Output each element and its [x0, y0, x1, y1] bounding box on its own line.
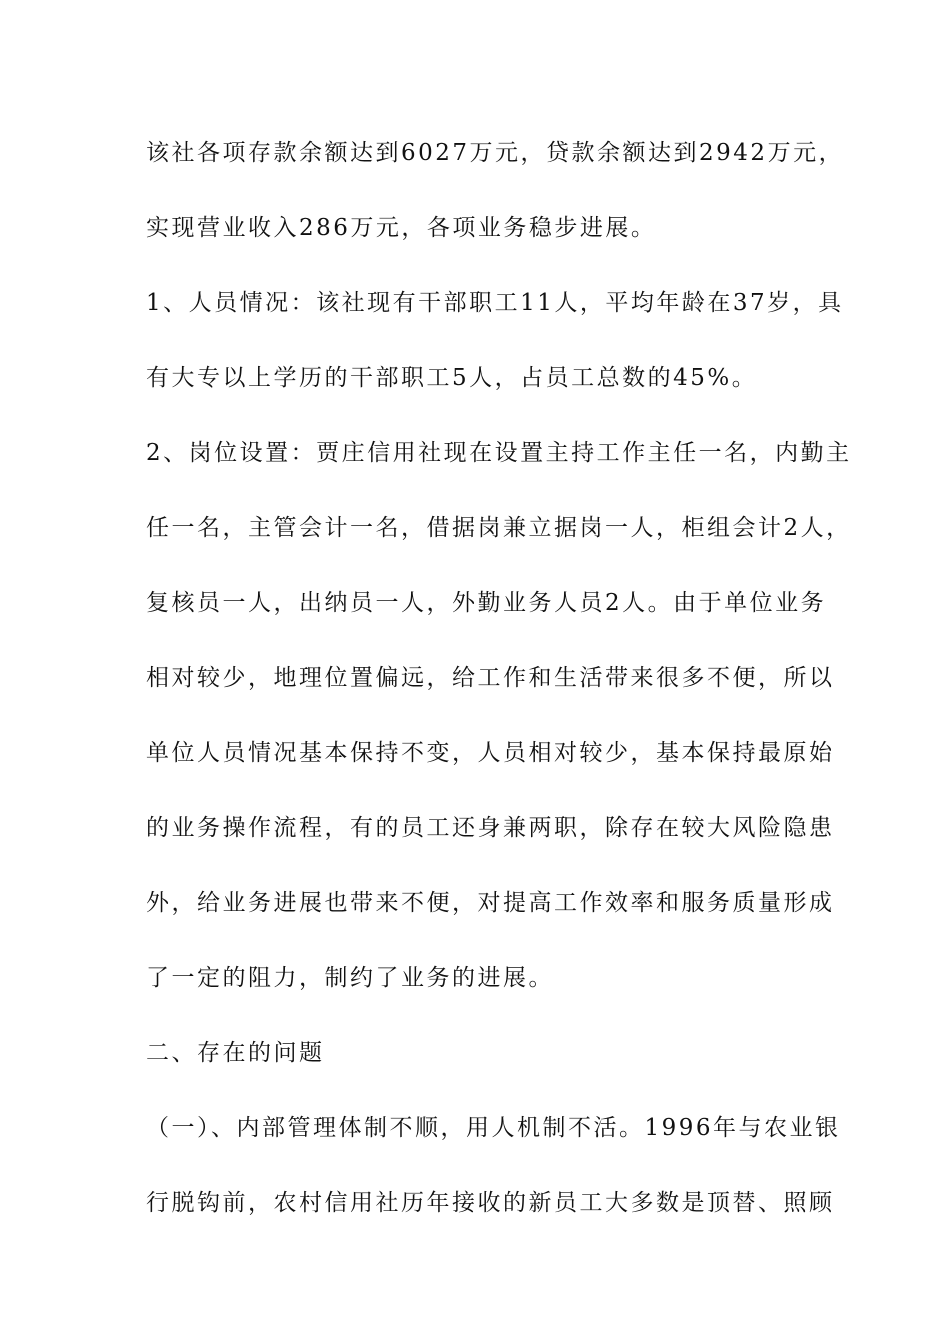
paragraph-line: 有大专以上学历的干部职工5人，占员工总数的45%。: [146, 365, 758, 391]
paragraph-line: 外，给业务进展也带来不便，对提高工作效率和服务质量形成: [146, 890, 835, 916]
paragraph-line: 单位人员情况基本保持不变，人员相对较少，基本保持最原始: [146, 740, 835, 766]
paragraph-line: 相对较少，地理位置偏远，给工作和生活带来很多不便，所以: [146, 665, 835, 691]
paragraph-line: 任一名，主管会计一名，借据岗兼立据岗一人，柜组会计2人，: [146, 515, 852, 541]
section-heading: 二、存在的问题: [146, 1040, 325, 1066]
paragraph-line: 1、人员情况：该社现有干部职工11人，平均年龄在37岁，具: [146, 290, 844, 316]
paragraph-line: 该社各项存款余额达到6027万元，贷款余额达到2942万元，: [146, 140, 845, 166]
paragraph-line: 行脱钩前，农村信用社历年接收的新员工大多数是顶替、照顾: [146, 1190, 835, 1216]
paragraph-line: 2、岗位设置：贾庄信用社现在设置主持工作主任一名，内勤主: [146, 440, 852, 466]
paragraph-line: 复核员一人，出纳员一人，外勤业务人员2人。由于单位业务: [146, 590, 827, 616]
paragraph-line: 实现营业收入286万元，各项业务稳步进展。: [146, 215, 657, 241]
paragraph-line: 了一定的阻力，制约了业务的进展。: [146, 965, 554, 991]
paragraph-line: 的业务操作流程，有的员工还身兼两职，除存在较大风险隐患: [146, 815, 835, 841]
paragraph-line: （一）、内部管理体制不顺，用人机制不活。1996年与农业银: [146, 1115, 841, 1141]
